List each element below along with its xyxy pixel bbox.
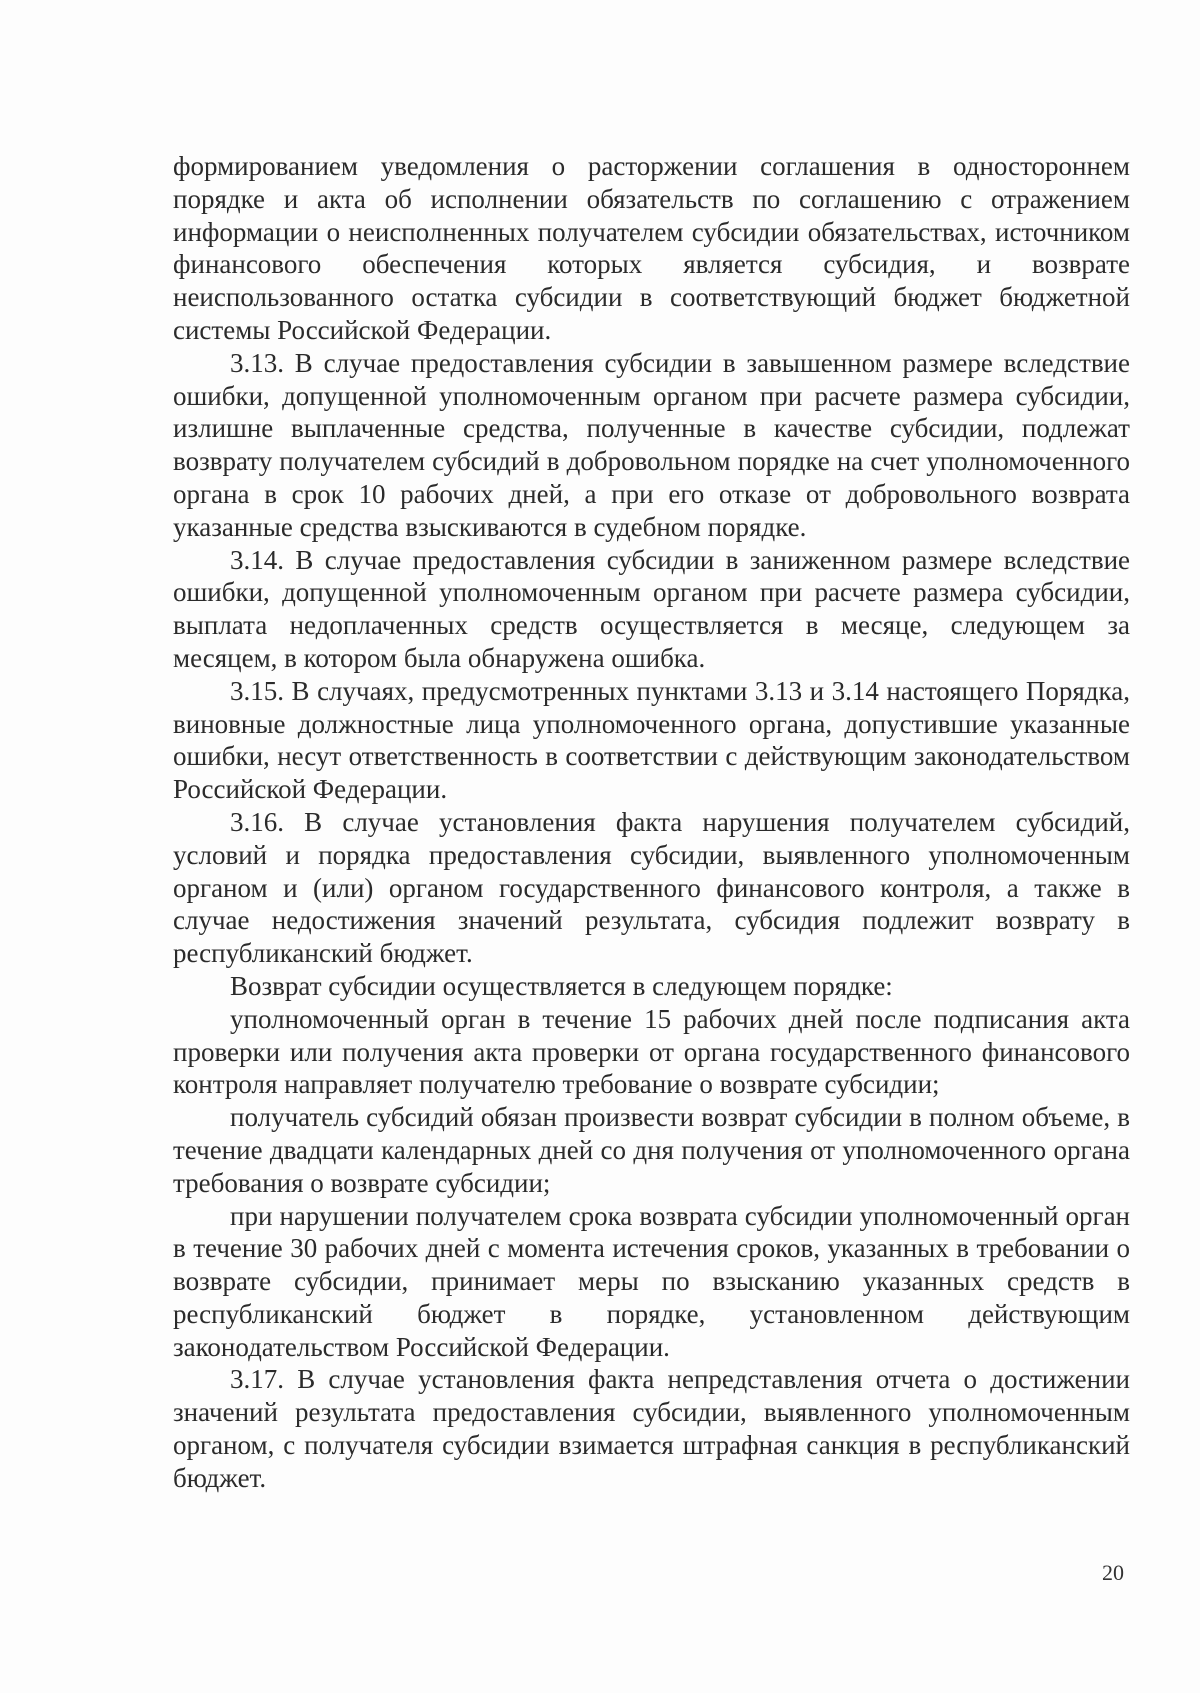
paragraph-return-step-1: уполномоченный орган в течение 15 рабочих дней после подписания акта проверки или получения акта проверки от органа государственного финансового контроля направляет получателю требование о возврате субсидии;: [173, 1003, 1130, 1100]
paragraph-continuation: формированием уведомления о расторжении соглашения в одностороннем порядке и акта об исполнении обязательств по соглашению с отражением информации о неисполненных получателем субсидии обязательствах, источником финансового обеспечения которых является субсидия, и возврате неиспользованного остатка субсидии в соответствующий бюджет бюджетной системы Российской Федерации.: [173, 151, 1130, 345]
paragraph-3-14: 3.14. В случае предоставления субсидии в заниженном размере вследствие ошибки, допущенной уполномоченным органом при расчете размера субсидии, выплата недоплаченных средств осуществляется в месяце, следующем за месяцем, в котором была обнаружена ошибка.: [173, 544, 1130, 673]
paragraph-3-16: 3.16. В случае установления факта нарушения получателем субсидий, условий и порядка предоставления субсидии, выявленного уполномоченным органом и (или) органом государственного финансового контроля, а также в случае недостижения значений результата, субсидия подлежит возврату в республиканский бюджет.: [173, 806, 1130, 969]
paragraph-return-procedure: Возврат субсидии осуществляется в следующем порядке:: [230, 970, 893, 1001]
paragraph-return-step-3: при нарушении получателем срока возврата субсидии уполномоченный орган в течение 30 рабочих дней с момента истечения сроков, указанных в требовании о возврате субсидии, принимает меры по взысканию указанных средств в республиканский бюджет в порядке, установленном действующим законодательством Российской Федерации.: [173, 1200, 1130, 1362]
page-number: 20: [1102, 1560, 1124, 1585]
paragraph-3-17: 3.17. В случае установления факта непредставления отчета о достижении значений результата предоставления субсидии, выявленного уполномоченным органом, с получателя субсидии взимается штрафная санкция в республиканский бюджет.: [173, 1364, 1130, 1493]
paragraph-3-13: 3.13. В случае предоставления субсидии в завышенном размере вследствие ошибки, допущенной уполномоченным органом при расчете размера субсидии, излишне выплаченные средства, полученные в качестве субсидии, подлежат возврату получателем субсидий в добровольном порядке на счет уполномоченного органа в срок 10 рабочих дней, а при его отказе от добровольного возврата указанные средства взыскиваются в судебном порядке.: [173, 347, 1130, 542]
paragraph-3-15: 3.15. В случаях, предусмотренных пунктами 3.13 и 3.14 настоящего Порядка, виновные должностные лица уполномоченного органа, допустившие указанные ошибки, несут ответственность в соответствии с действующим законодательством Российской Федерации.: [173, 675, 1130, 805]
document-body: [173, 150, 1130, 1495]
paragraph-return-step-2: получатель субсидий обязан произвести возврат субсидии в полном объеме, в течение двадцати календарных дней со дня получения от уполномоченного органа требования о возврате субсидии;: [173, 1102, 1130, 1198]
